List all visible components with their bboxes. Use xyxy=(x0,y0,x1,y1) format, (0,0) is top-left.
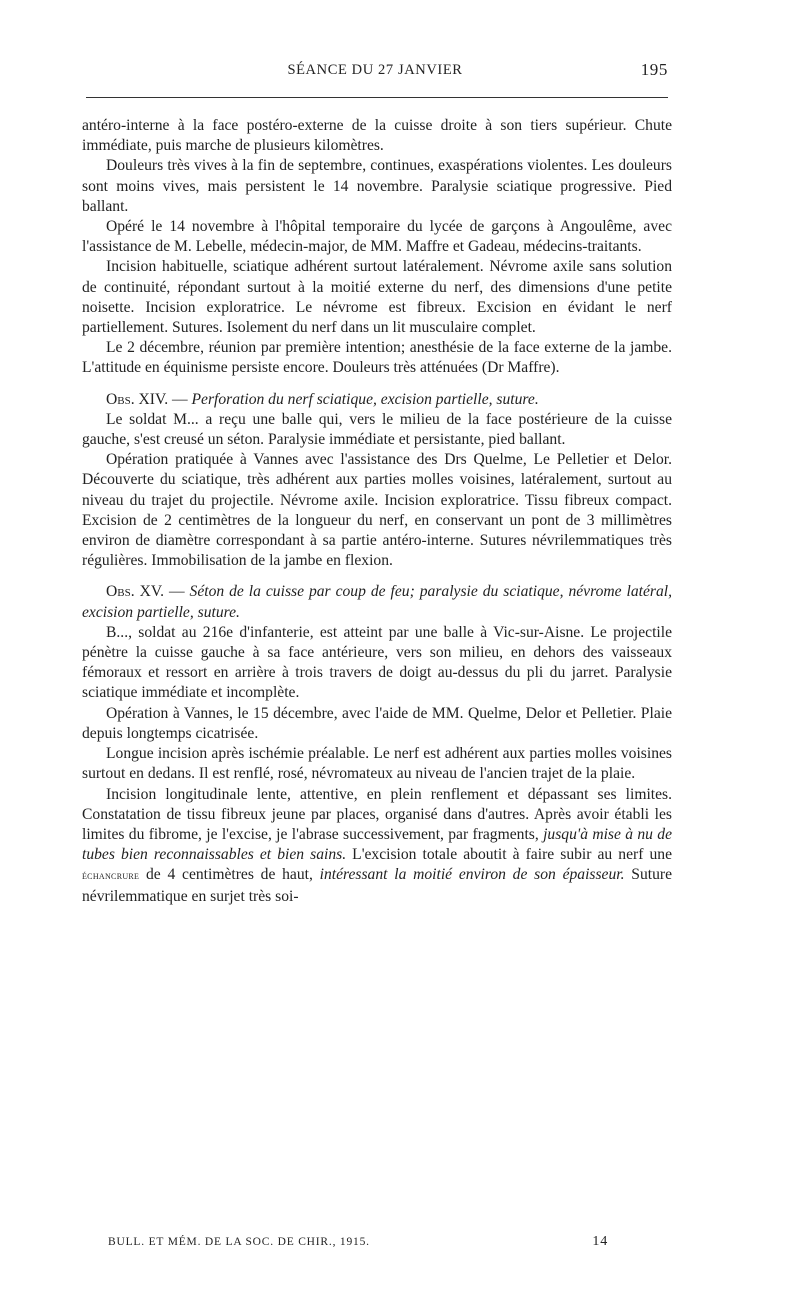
running-title: SÉANCE DU 27 JANVIER xyxy=(287,62,463,78)
header-rule xyxy=(86,97,668,98)
italic-run: jusqu'à mise à nu de tubes bien reconnaissables et bien sains. xyxy=(82,825,672,864)
body-text xyxy=(82,116,672,907)
paragraph: Opération à Vannes, le 15 décembre, avec l'aide de MM. Quelme, Delor et Pelletier. Plaie depuis longtemps cicatrisée. xyxy=(82,704,672,742)
paragraph xyxy=(82,785,672,907)
page-footer xyxy=(108,1234,608,1254)
paragraph: Le 2 décembre, réunion par première intention; anesthésie de la face externe de la jambe. L'attitude en équinisme persiste encore. Douleurs très atténuées (Dr Maffre). xyxy=(82,339,672,377)
paragraph: Opération pratiquée à Vannes avec l'assistance des Drs Quelme, Le Pelletier et Delor. Découverte du sciatique, très adhérent aux parties molles voisines, latéralement, surtout au niveau du trajet du projectile. Névrome axile. Incision exploratrice. Tissu fibreux compact. Excision de 2 centimètres de la longueur du nerf, en conservant un pont de 3 millimètres environ de diamètre correspondant à sa partie antéro-interne. Sutures névrilemmatiques très régulières. Immobilisation de la jambe en flexion. xyxy=(82,451,672,570)
signature-mark: 14 xyxy=(592,1234,608,1249)
paragraph: Opéré le 14 novembre à l'hôpital temporaire du lycée de garçons à Angoulême, avec l'assistance de M. Lebelle, médecin-major, de MM. Maffre et Gadeau, médecins-traitants. xyxy=(82,218,672,256)
paragraph: Longue incision après ischémie préalable. Le nerf est adhérent aux parties molles voisines surtout en dedans. Il est renflé, rosé, névromateux au niveau de l'ancien trajet de la plaie. xyxy=(82,745,672,783)
text-run: Suture névrilemmatique en surjet très soi- xyxy=(82,866,672,905)
observation-label: Obs. XIV. — xyxy=(106,390,192,408)
observation-label: Obs. XV. — xyxy=(106,583,190,601)
observation-heading xyxy=(82,582,672,622)
text-run: L'excision totale aboutit à faire subir au nerf une xyxy=(346,846,672,864)
text-run: de 4 centimètres de haut, xyxy=(139,866,320,884)
paragraph: antéro-interne à la face postéro-externe de la cuisse droite à son tiers supérieur. Chute immédiate, puis marche de plusieurs kilomètres. xyxy=(82,117,672,155)
small-caps-run: échancrure xyxy=(82,870,140,883)
observation-heading xyxy=(82,390,672,410)
paragraph: Le soldat M... a reçu une balle qui, vers le milieu de la face postérieure de la cuisse gauche, s'est creusé un séton. Paralysie immédiate et persistante, pied ballant. xyxy=(82,410,672,449)
journal-citation: BULL. ET MÉM. DE LA SOC. DE CHIR., 1915. xyxy=(108,1236,370,1248)
italic-run: intéressant la moitié environ de son épaisseur. xyxy=(319,866,625,884)
running-head xyxy=(82,60,668,84)
paragraph: B..., soldat au 216e d'infanterie, est atteint par une balle à Vic-sur-Aisne. Le projectile pénètre la cuisse gauche à sa face antérieure, vers son milieu, en dehors des vaisseaux fémoraux et ressort en arrière à trois travers de doigt au-dessus du pli du jarret. Paralysie sciatique immédiate et incomplète. xyxy=(82,623,672,702)
observation-title: Séton de la cuisse par coup de feu; paralysie du sciatique, névrome latéral, excision partielle, suture. xyxy=(82,583,672,621)
page-number: 195 xyxy=(640,60,668,79)
observation-title: Perforation du nerf sciatique, excision partielle, suture. xyxy=(191,390,539,408)
text-run: Incision longitudinale lente, attentive, en plein renflement et dépassant ses limites. Constatation de tissu fibreux jeune par places, organisé dans d'autres. Après avoir établi les limites du fibrome, je l'excise, je l'abrase successivement, par fragments, xyxy=(82,785,672,843)
paragraph: Douleurs très vives à la fin de septembre, continues, exaspérations violentes. Les douleurs sont moins vives, mais persistent le 14 novembre. Paralysie sciatique progressive. Pied ballant. xyxy=(82,157,672,215)
paragraph: Incision habituelle, sciatique adhérent surtout latéralement. Névrome axile sans solution de continuité, répondant surtout à la moitié externe du nerf, des dimensions d'une petite noisette. Incision exploratrice. Le névrome est fibreux. Excision en évidant le nerf partiellement. Sutures. Isolement du nerf dans un lit musculaire complet. xyxy=(82,258,672,337)
